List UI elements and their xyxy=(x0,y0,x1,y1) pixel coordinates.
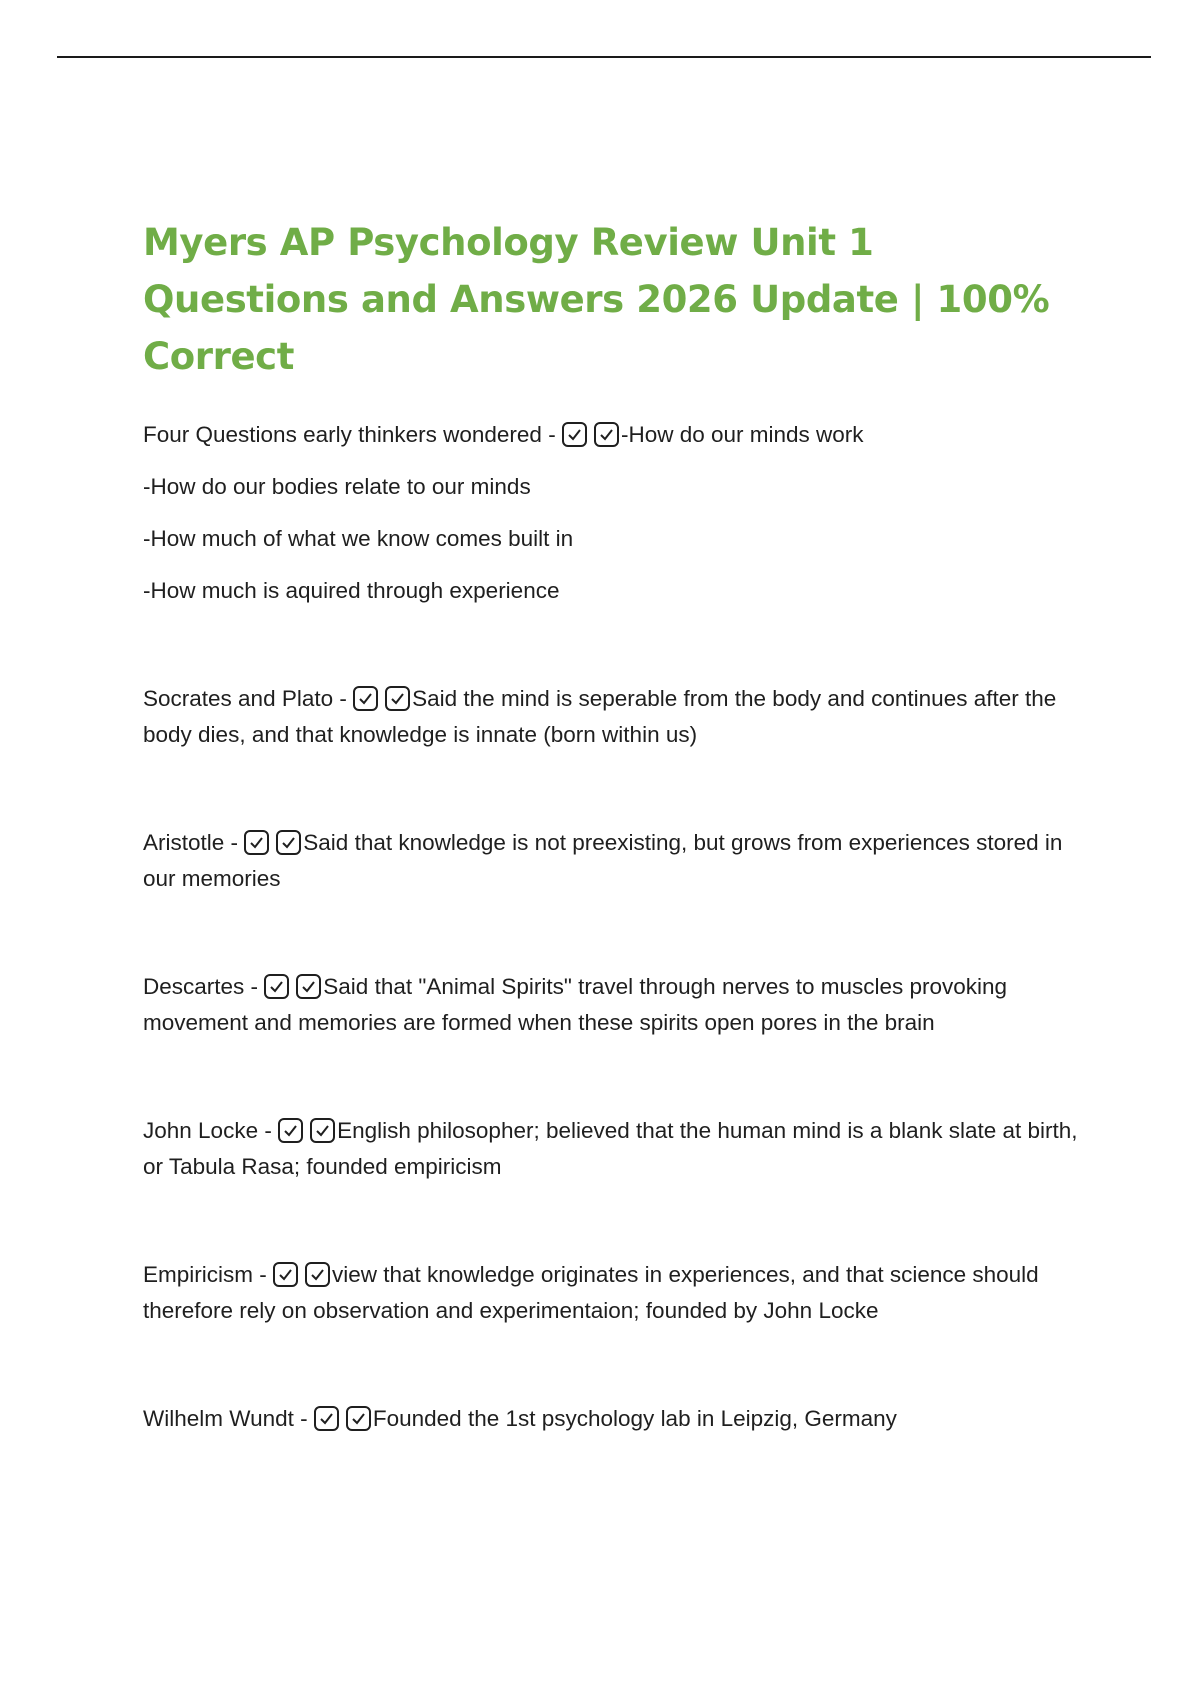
qa-entry-aristotle xyxy=(143,825,1083,897)
qa-line xyxy=(143,681,1083,753)
checkbox-checked-icon xyxy=(353,686,378,711)
checkbox-checked-icon xyxy=(305,1262,330,1287)
qa-entry-four-questions xyxy=(143,417,1083,609)
qa-line xyxy=(143,969,1083,1041)
qa-entry-john-locke xyxy=(143,1113,1083,1185)
qa-answer-line: -How much of what we know comes built in xyxy=(143,526,574,551)
document-body xyxy=(143,214,1083,1437)
qa-term: Empiricism - xyxy=(143,1262,273,1287)
qa-term: Descartes - xyxy=(143,974,265,999)
qa-term: Wilhelm Wundt - xyxy=(143,1406,314,1431)
qa-answer: view that knowledge originates in experiences, and that science should therefore rely on observation and experimentaion; founded by John Locke xyxy=(143,1262,1039,1323)
qa-term: Aristotle - xyxy=(143,830,245,855)
qa-term: Four Questions early thinkers wondered - xyxy=(143,422,562,447)
qa-entry-socrates-plato xyxy=(143,681,1083,753)
checkbox-checked-icon xyxy=(562,422,587,447)
qa-answer: Said that "Animal Spirits" travel through nerves to muscles provoking movement and memories are formed when these spirits open pores in the brain xyxy=(143,974,1008,1035)
qa-line xyxy=(143,1401,1083,1437)
checkbox-checked-icon xyxy=(244,830,269,855)
header-rule xyxy=(57,56,1151,58)
qa-answer: -How do our minds work xyxy=(620,422,864,447)
qa-term: Socrates and Plato - xyxy=(143,686,354,711)
qa-entry-descartes xyxy=(143,969,1083,1041)
qa-answer: English philosopher; believed that the human mind is a blank slate at birth, or Tabula Rasa; founded empiricism xyxy=(143,1118,1078,1179)
checkbox-checked-icon xyxy=(278,1118,303,1143)
checkbox-checked-icon xyxy=(273,1262,298,1287)
checkbox-checked-icon xyxy=(276,830,301,855)
checkbox-checked-icon xyxy=(594,422,619,447)
qa-line xyxy=(143,417,1083,453)
checkbox-checked-icon xyxy=(385,686,410,711)
qa-list xyxy=(143,417,1083,1437)
qa-line xyxy=(143,1113,1083,1185)
qa-entry-wilhelm-wundt xyxy=(143,1401,1083,1437)
checkbox-checked-icon xyxy=(264,974,289,999)
qa-entry-empiricism xyxy=(143,1257,1083,1329)
checkbox-checked-icon xyxy=(314,1406,339,1431)
checkbox-checked-icon xyxy=(310,1118,335,1143)
qa-answer: Founded the 1st psychology lab in Leipzig, Germany xyxy=(372,1406,897,1431)
qa-answer-line: -How much is aquired through experience xyxy=(143,578,560,603)
qa-answer: Said the mind is seperable from the body and continues after the body dies, and that knowledge is innate (born within us) xyxy=(143,686,1057,747)
checkbox-checked-icon xyxy=(346,1406,371,1431)
document-title: Myers AP Psychology Review Unit 1 Questions and Answers 2026 Update | 100% Correct xyxy=(143,221,1050,378)
qa-answer: Said that knowledge is not preexisting, but grows from experiences stored in our memories xyxy=(143,830,1063,891)
qa-line xyxy=(143,825,1083,897)
checkbox-checked-icon xyxy=(296,974,321,999)
qa-answer-line: -How do our bodies relate to our minds xyxy=(143,474,531,499)
qa-term: John Locke - xyxy=(143,1118,279,1143)
qa-line xyxy=(143,1257,1083,1329)
